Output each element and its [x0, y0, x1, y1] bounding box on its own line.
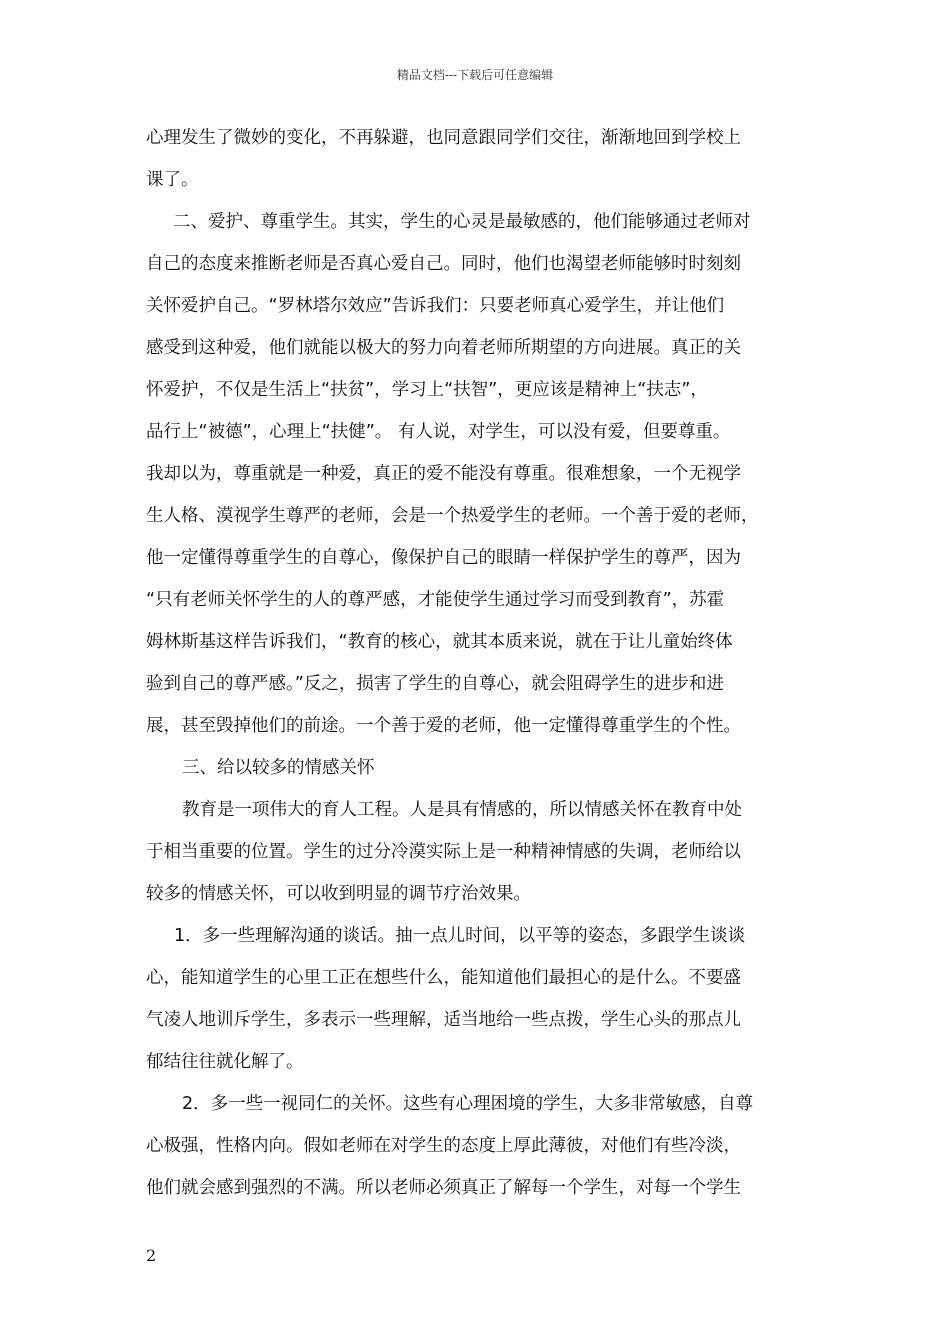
text-line: 关怀爱护自己。“罗林塔尔效应”告诉我们：只要老师真心爱学生，并让他们	[146, 296, 725, 316]
text-line: “只有老师关怀学生的人的尊严感，才能使学生通过学习而受到教育”，苏霍	[146, 590, 725, 610]
text-line: 自己的态度来推断老师是否真心爱自己。同时，他们也渴望老师能够时时刻刻	[146, 254, 741, 274]
text-line: 心理发生了微妙的变化，不再躲避，也同意跟同学们交往，渐渐地回到学校上	[146, 128, 741, 148]
text-line: 心极强，性格内向。假如老师在对学生的态度上厚此薄彼，对他们有些冷淡，	[146, 1136, 741, 1156]
text-line: 2．多一些一视同仁的关怀。这些有心理困境的学生，大多非常敏感，自尊	[182, 1094, 754, 1114]
page-number: 2	[146, 1246, 157, 1265]
text-line: 二、爱护、尊重学生。其实，学生的心灵是最敏感的，他们能够通过老师对	[173, 212, 751, 232]
text-line: 于相当重要的位置。学生的过分冷漠实际上是一种精神情感的失调，老师给以	[146, 842, 741, 862]
text-line: 感受到这种爱，他们就能以极大的努力向着老师所期望的方向进展。真正的关	[146, 338, 741, 358]
text-line: 怀爱护，不仅是生活上“扶贫”，学习上“扶智”，更应该是精神上“扶志”，	[146, 380, 708, 400]
text-line: 1．多一些理解沟通的谈话。抽一点儿时间，以平等的姿态，多跟学生谈谈	[174, 926, 746, 946]
text-line: 他一定懂得尊重学生的自尊心，像保护自己的眼睛一样保护学生的尊严，因为	[146, 548, 741, 568]
section-heading: 三、给以较多的情感关怀	[182, 758, 375, 778]
text-line: 他们就会感到强烈的不满。所以老师必须真正了解每一个学生，对每一个学生	[146, 1178, 741, 1198]
text-line: 气凌人地训斥学生，多表示一些理解，适当地给一些点拨，学生心头的那点儿	[146, 1010, 741, 1030]
text-line: 姆林斯基这样告诉我们，“教育的核心，就其本质来说，就在于让儿童始终体	[146, 632, 733, 652]
page-header: 精品文档---下载后可任意编辑	[396, 68, 554, 82]
text-line: 郁结往往就化解了。	[146, 1052, 304, 1072]
text-line: 品行上“被德”，心理上“扶健”。 有人说，对学生，可以没有爱，但要尊重。	[146, 422, 731, 442]
text-line: 生人格、漠视学生尊严的老师，会是一个热爱学生的老师。一个善于爱的老师，	[146, 506, 759, 526]
text-line: 验到自己的尊严感。”反之，损害了学生的自尊心，就会阻碍学生的进步和进	[146, 674, 724, 694]
text-line: 较多的情感关怀，可以收到明显的调节疗治效果。	[146, 884, 531, 904]
text-line: 教育是一项伟大的育人工程。人是具有情感的，所以情感关怀在教育中处	[182, 800, 742, 820]
text-line: 心，能知道学生的心里工正在想些什么，能知道他们最担心的是什么。不要盛	[146, 968, 741, 988]
text-line: 课了。	[146, 170, 199, 190]
text-line: 我却以为，尊重就是一种爱，真正的爱不能没有尊重。很难想象，一个无视学	[146, 464, 741, 484]
text-line: 展，甚至毁掉他们的前途。一个善于爱的老师，他一定懂得尊重学生的个性。	[146, 716, 741, 736]
